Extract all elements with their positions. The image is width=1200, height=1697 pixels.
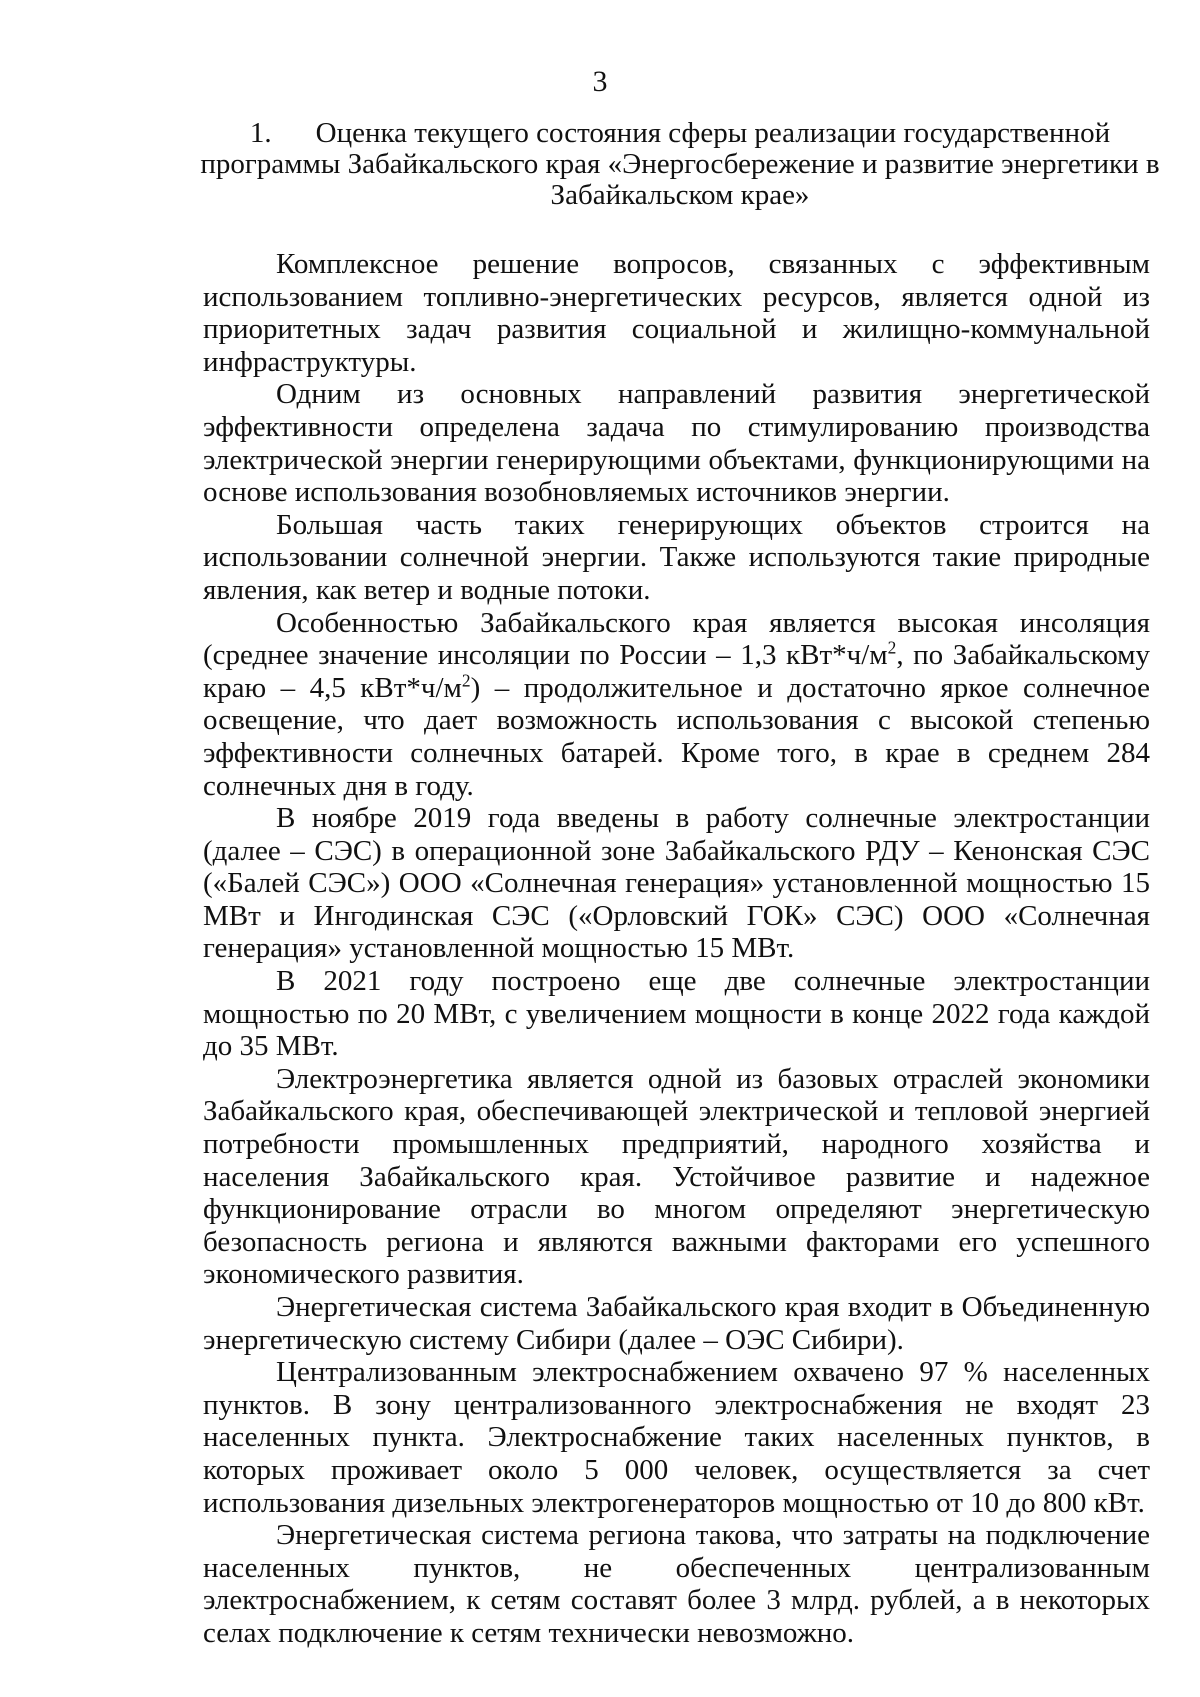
body-text bbox=[203, 248, 1150, 1650]
section-heading bbox=[200, 118, 1160, 211]
paragraph: В 2021 году построено еще две солнечные электростанции мощностью по 20 МВт, с увеличением мощности в конце 2022 года каждой до 35 МВт. bbox=[203, 965, 1150, 1063]
paragraph: Большая часть таких генерирующих объектов строится на использовании солнечной энергии. Также используются такие природные явления, как ветер и водные потоки. bbox=[203, 508, 1150, 606]
superscript: 2 bbox=[887, 637, 897, 658]
paragraph: Энергетическая система Забайкальского края входит в Объединенную энергетическую систему Сибири (далее – ОЭС Сибири). bbox=[203, 1291, 1150, 1356]
paragraph: Энергетическая система региона такова, что затраты на подключение населенных пунктов, не обеспеченных централизованным электроснабжением, к сетям составят более 3 млрд. рублей, а в некоторых селах подключение к сетям технически невозможно. bbox=[203, 1519, 1150, 1649]
paragraph: В ноябре 2019 года введены в работу солнечные электростанции (далее – СЭС) в операционной зоне Забайкальского РДУ – Кенонская СЭС («Балей СЭС») ООО «Солнечная генерация» установленной мощностью 15 МВт и Ингодинская СЭС («Орловский ГОК» СЭС) ООО «Солнечная генерация» установленной мощностью 15 МВт. bbox=[203, 802, 1150, 965]
paragraph: Одним из основных направлений развития энергетической эффективности определена задача по стимулированию производства электрической энергии генерирующими объектами, функционирующими на основе использования возобновляемых источников энергии. bbox=[203, 378, 1150, 509]
page-number: 3 bbox=[592, 65, 608, 98]
section-number: 1. bbox=[249, 117, 272, 149]
section-title: Оценка текущего состояния сферы реализации государственной программы Забайкальского края «Энергосбережение и развитие энергетики в Забайкальском крае» bbox=[200, 117, 1160, 211]
superscript: 2 bbox=[461, 670, 471, 691]
paragraph: Централизованным электроснабжением охвачено 97 % населенных пунктов. В зону централизованного электроснабжения не входят 23 населенных пункта. Электроснабжение таких населенных пунктов, в которых проживает около 5 000 человек, осуществляется за счет использования дизельных электрогенераторов мощностью от 10 до 800 кВт. bbox=[203, 1356, 1150, 1519]
paragraph: Электроэнергетика является одной из базовых отраслей экономики Забайкальского края, обеспечивающей электрической и тепловой энергией потребности промышленных предприятий, народного хозяйства и населения Забайкальского края. Устойчивое развитие и надежное функционирование отрасли во многом определяют энергетическую безопасность региона и являются важными факторами его успешного экономического развития. bbox=[203, 1062, 1150, 1291]
paragraph-insolation bbox=[203, 607, 1150, 803]
paragraph: Комплексное решение вопросов, связанных с эффективным использованием топливно-энергетических ресурсов, является одной из приоритетных задач развития социальной и жилищно-коммунальной инфраструктуры. bbox=[203, 248, 1150, 378]
paragraph-text: Особенностью Забайкальского края является высокая инсоляция (среднее значение инсоляции по России – 1,3 кВт*ч/м bbox=[203, 606, 1150, 672]
paragraph-text: , по Забайкальскому краю – 4,5 кВт*ч/м bbox=[203, 639, 1151, 704]
paragraph-text: ) – продолжительное и достаточно яркое солнечное освещение, что дает возможность использования с высокой степенью эффективности солнечных батарей. Кроме того, в крае в среднем 284 солнечных дня в году. bbox=[203, 671, 1150, 802]
